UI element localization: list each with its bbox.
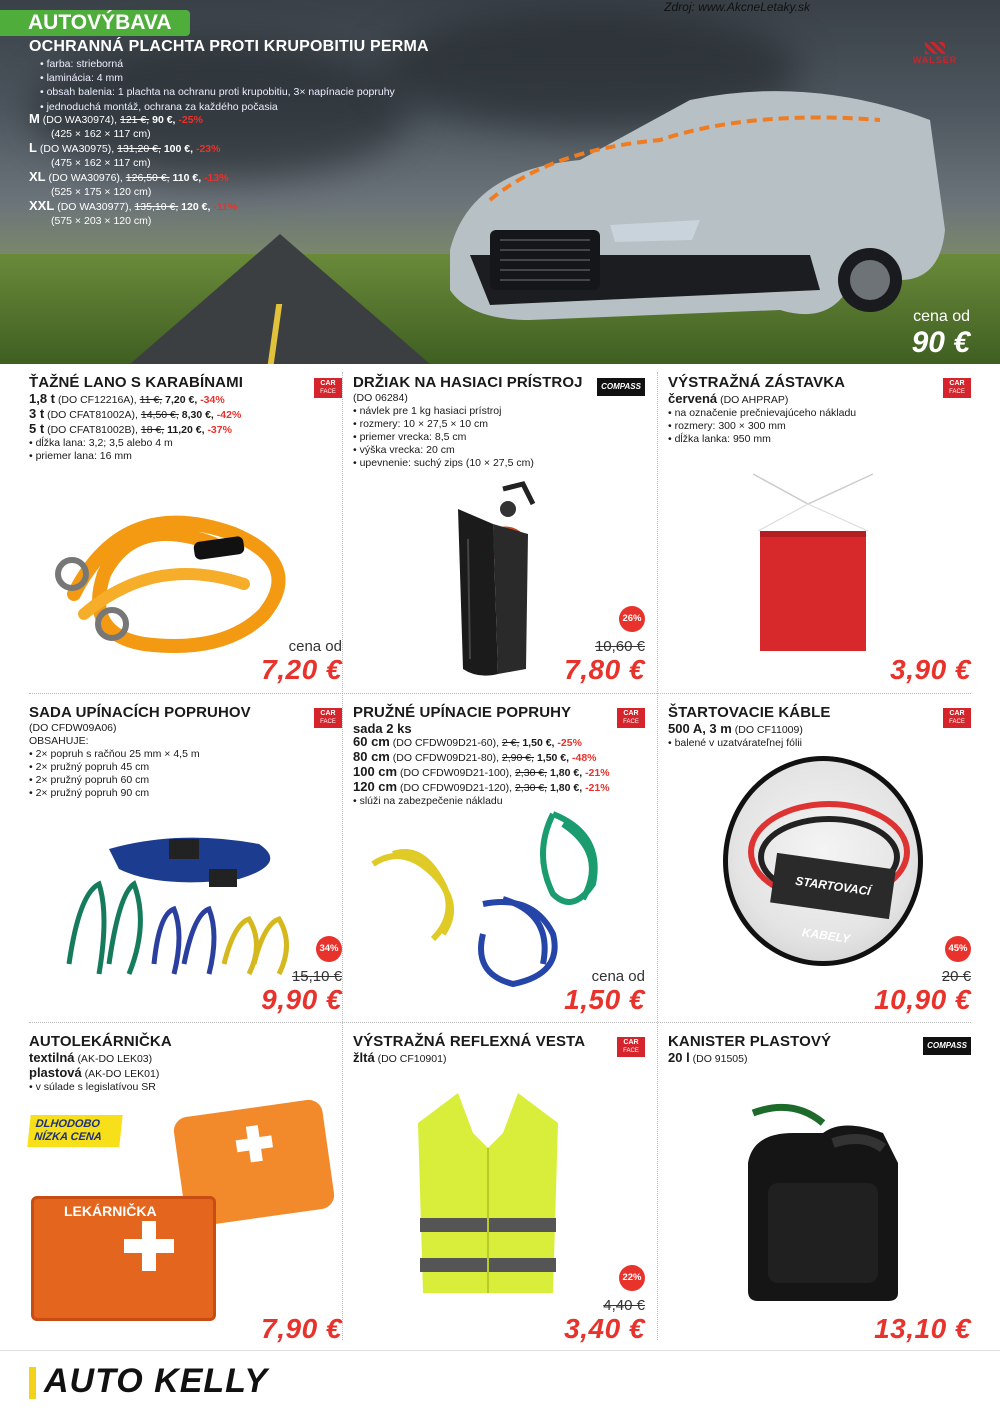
variant-row: [29, 1051, 159, 1066]
product-title: VÝSTRAŽNÁ ZÁSTAVKA: [668, 374, 846, 391]
old-price: 126,50 €,: [125, 172, 170, 184]
old-price: 10,60 €: [594, 638, 645, 655]
new-price: 11,20 €,: [167, 424, 205, 436]
product-details: [353, 392, 534, 470]
category-badge: AUTOVÝBAVA: [0, 10, 190, 36]
new-price: 110 €,: [172, 172, 202, 184]
color-label: červená: [668, 391, 718, 406]
size-row: [29, 170, 237, 185]
spec-item: • priemer lana: 16 mm: [29, 450, 241, 463]
extinguisher-holder-image: [448, 479, 543, 679]
product-code: (DO 06284): [353, 392, 408, 404]
spec-item: • rozmery: 10 × 27,5 × 10 cm: [353, 418, 534, 431]
compass-logo: COMPASS: [923, 1037, 971, 1055]
low-price-sticker: DLHODOBO NÍZKA CENA: [27, 1115, 122, 1147]
new-price: 7,20 €,: [165, 394, 198, 406]
new-price: 100 €,: [163, 143, 194, 155]
product-details: [29, 722, 200, 800]
product-title: KANISTER PLASTOVÝ: [668, 1033, 832, 1050]
spec-item: • na označenie prečnievajúceho nákladu: [668, 407, 856, 420]
new-price: 1,80 €,: [550, 767, 583, 779]
discount: -25%: [557, 737, 582, 749]
carface-logo: [617, 1037, 645, 1057]
footer-accent-bar: [29, 1367, 36, 1399]
product-card-warning-flag[interactable]: [668, 374, 971, 694]
spec-item: • v súlade s legislatívou SR: [29, 1081, 159, 1094]
brand-text: CAR: [949, 380, 965, 387]
product-details: [668, 722, 803, 750]
size-dimensions: (525 × 175 × 120 cm): [51, 186, 152, 198]
discount: -11%: [213, 201, 238, 213]
variant-size: 100 cm: [353, 764, 398, 779]
brand-text: CAR: [623, 710, 639, 717]
walser-mark-icon: [925, 42, 945, 54]
price: 7,20 €: [261, 654, 342, 685]
brand-text: CAR: [320, 710, 336, 717]
carface-logo: [943, 378, 971, 398]
warning-flag-image: [748, 469, 878, 669]
spec-list: [29, 748, 200, 800]
old-price: 14,50 €,: [140, 409, 179, 421]
product-title: VÝSTRAŽNÁ REFLEXNÁ VESTA: [353, 1033, 586, 1050]
discount: -48%: [572, 752, 597, 764]
new-price: 8,30 €,: [181, 409, 214, 421]
old-price: 11 €,: [139, 394, 163, 406]
product-card-jumper-cables[interactable]: [668, 704, 971, 1024]
product-title: AUTOLEKÁRNIČKA: [29, 1033, 172, 1050]
product-title: DRŽIAK NA HASIACI PRÍSTROJ: [353, 374, 583, 391]
old-price: 131,20 €,: [117, 143, 161, 155]
new-price: 1,50 €,: [522, 737, 555, 749]
price: 3,40 €: [564, 1313, 645, 1344]
variant-size: 3 t: [29, 406, 45, 421]
old-price: 2,90 €,: [501, 752, 535, 764]
product-subtitle: sada 2 ks: [353, 721, 412, 736]
product-details: [29, 1051, 159, 1094]
price: 1,50 €: [564, 984, 645, 1015]
price-label: cena od: [591, 968, 645, 985]
product-card-strap-set[interactable]: [29, 704, 342, 1024]
divider: [342, 372, 344, 1340]
size-label: XL: [29, 169, 46, 184]
variant-size: 120 cm: [353, 779, 398, 794]
price: 7,80 €: [564, 654, 645, 685]
size-code: (DO WA30977),: [57, 201, 132, 213]
auto-kelly-logo: AUTO KELLY: [44, 1362, 269, 1400]
spec-item: • slúži na zabezpečenie nákladu: [353, 795, 610, 808]
size-row: [29, 199, 237, 214]
carface-logo: [314, 708, 342, 728]
discount: -13%: [204, 172, 229, 184]
walser-logo: [900, 42, 970, 65]
color-row: [353, 1051, 446, 1066]
spec-item: • upevnenie: suchý zips (10 × 27,5 cm): [353, 457, 534, 470]
hero-spec-item: • obsah balenia: 1 plachta na ochranu proti krupobitiu, 3× napínacie popruhy: [40, 85, 395, 99]
variant-code: (DO CFDW09D21-80),: [392, 752, 499, 764]
product-title: PRUŽNÉ UPÍNACIE POPRUHY: [353, 704, 572, 721]
spec-item: • 2× pružný popruh 90 cm: [29, 787, 200, 800]
covered-car-image: [430, 80, 950, 330]
old-price: 20 €: [941, 968, 971, 985]
old-price: 18 €,: [140, 424, 165, 436]
product-title: SADA UPÍNACÍCH POPRUHOV: [29, 704, 251, 721]
variant-row: [29, 407, 241, 422]
variant-size: 1,8 t: [29, 391, 56, 406]
spec-item: • rozmery: 300 × 300 mm: [668, 420, 856, 433]
spec-item: • 2× pružný popruh 60 cm: [29, 774, 200, 787]
spec-value: 500 A, 3 m: [668, 721, 732, 736]
product-card-tow-rope[interactable]: [29, 374, 342, 694]
size-dimensions: (475 × 162 × 117 cm): [51, 157, 151, 169]
jumper-cables-bag-image: [723, 756, 923, 966]
variant-row: [353, 750, 610, 765]
discount: -34%: [200, 394, 225, 406]
cable-box-label: STARTOVACÍ KABELY: [770, 853, 896, 919]
spec-list: [353, 405, 534, 470]
price: 13,10 €: [874, 1313, 971, 1344]
spec-list: [668, 737, 803, 750]
variant-row: [29, 1066, 159, 1081]
product-code: (DO AHPRAP): [720, 394, 789, 406]
variant-size: 5 t: [29, 421, 45, 436]
spec-item: • balené v uzatvárateľnej fólii: [668, 737, 803, 750]
new-price: 90 €,: [152, 114, 176, 126]
brand-text: FACE: [949, 719, 965, 725]
spec-list: [29, 1081, 159, 1094]
new-price: 1,50 €,: [536, 752, 570, 764]
brand-name: WALSER: [912, 55, 958, 65]
size-dimensions: (425 × 162 × 117 cm): [51, 128, 151, 140]
color-row: [668, 392, 856, 407]
variant-code: (DO CFDW09D21-120),: [400, 782, 513, 794]
discount: -25%: [178, 114, 203, 126]
hero-specs-list: [40, 57, 395, 114]
variant-code: (DO CFDW09D21-60),: [392, 737, 499, 749]
cross-icon: [246, 1125, 263, 1162]
discount: -42%: [216, 409, 242, 421]
product-card-bungee-cords[interactable]: [353, 704, 645, 1024]
tow-rope-image: [44, 474, 314, 664]
size-row: [29, 112, 237, 127]
old-price: 121 €,: [120, 114, 150, 126]
price: 9,90 €: [261, 984, 342, 1015]
price: 7,90 €: [261, 1313, 342, 1344]
old-price: 2,30 €,: [514, 767, 548, 779]
spec-item: • priemer vrecka: 8,5 cm: [353, 431, 534, 444]
variant-type: plastová: [29, 1065, 82, 1080]
product-details: [353, 1051, 446, 1066]
discount: -21%: [585, 782, 610, 794]
brand-text: CAR: [320, 380, 336, 387]
discount-badge: 45%: [945, 936, 971, 962]
size-row: [29, 141, 237, 156]
old-price: 2 €,: [501, 737, 520, 749]
brand-text: FACE: [623, 1048, 639, 1054]
spec-list: [668, 407, 856, 446]
product-card-extinguisher-holder[interactable]: [353, 374, 645, 694]
hero-size-list: [29, 112, 237, 228]
discount-badge: 22%: [619, 1265, 645, 1291]
variant-code: (DO CF12216A),: [57, 394, 137, 406]
hero-spec-item: • laminácia: 4 mm: [40, 71, 395, 85]
product-card-plastic-canister[interactable]: [668, 1033, 971, 1353]
discount: -23%: [195, 143, 221, 155]
brand-text: CAR: [623, 1039, 639, 1046]
variant-code: (AK-DO LEK01): [84, 1068, 160, 1080]
product-title: ŠTARTOVACIE KÁBLE: [668, 704, 831, 721]
size-code: (DO WA30975),: [39, 143, 115, 155]
product-code: (DO CF11009): [734, 724, 803, 736]
price: 3,90 €: [890, 654, 971, 685]
plastic-kit-image: [31, 1196, 216, 1321]
compass-logo: COMPASS: [597, 378, 645, 396]
spec-item: • 2× pružný popruh 45 cm: [29, 761, 200, 774]
hero-price: 90 €: [911, 326, 970, 359]
spec-item: • výška vrecka: 20 cm: [353, 444, 534, 457]
product-card-safety-vest[interactable]: [353, 1033, 645, 1353]
product-card-first-aid-kit[interactable]: [29, 1033, 342, 1353]
variant-code: (DO CFAT81002B),: [47, 424, 138, 436]
product-details: [353, 722, 610, 808]
bungee-cords-image: [363, 804, 623, 994]
new-price: 120 €,: [181, 201, 211, 213]
variant-row: [353, 735, 610, 750]
size-code: (DO WA30976),: [48, 172, 123, 184]
discount-badge: 26%: [619, 606, 645, 632]
cross-icon: [142, 1221, 156, 1271]
old-price: 15,10 €: [291, 968, 342, 985]
spec-row: [668, 1051, 747, 1066]
variant-size: 80 cm: [353, 749, 390, 764]
discount-badge: 34%: [316, 936, 342, 962]
brand-text: CAR: [949, 710, 965, 717]
variant-row: [353, 780, 610, 795]
variant-size: 60 cm: [353, 734, 390, 749]
spec-item: • 2× popruh s račňou 25 mm × 4,5 m: [29, 748, 200, 761]
size-label: L: [29, 140, 37, 155]
contents-label: OBSAHUJE:: [29, 735, 89, 747]
size-dimensions: (575 × 203 × 120 cm): [51, 215, 152, 227]
product-details: [668, 392, 856, 446]
kit-label: LEKÁRNIČKA: [64, 1203, 157, 1219]
brand-text: FACE: [949, 389, 965, 395]
size-label: M: [29, 111, 40, 126]
carface-logo: [617, 708, 645, 728]
product-code: (DO 91505): [692, 1053, 748, 1065]
variant-code: (AK-DO LEK03): [77, 1053, 153, 1065]
variant-type: textilná: [29, 1050, 75, 1065]
product-code: (DO CF10901): [377, 1053, 447, 1065]
brand-text: FACE: [320, 389, 336, 395]
color-label: žltá: [353, 1050, 375, 1065]
price-label: cena od: [288, 638, 342, 655]
hero-spec-item: • farba: strieborná: [40, 57, 395, 71]
variant-row: [29, 392, 241, 407]
brand-text: FACE: [320, 719, 336, 725]
variant-code: (DO CFAT81002A),: [47, 409, 138, 421]
old-price: 135,10 €,: [134, 201, 179, 213]
spec-item: • dĺžka lanka: 950 mm: [668, 433, 856, 446]
variant-code: (DO CFDW09D21-100),: [400, 767, 513, 779]
hero-spec-item: • jednoduchá montáž, ochrana za každého počasia: [40, 100, 395, 114]
divider: [657, 372, 659, 1340]
road: [130, 234, 430, 364]
product-title: ŤAŽNÉ LANO S KARABÍNAMI: [29, 374, 243, 391]
brand-text: FACE: [623, 719, 639, 725]
variant-row: [29, 422, 241, 437]
safety-vest-image: [408, 1088, 568, 1298]
spec-item: • návlek pre 1 kg hasiaci prístroj: [353, 405, 534, 418]
product-details: [668, 1051, 747, 1066]
old-price: 2,30 €,: [514, 782, 548, 794]
discount: -21%: [585, 767, 610, 779]
hero-price-label: cena od: [913, 308, 970, 325]
price: 10,90 €: [874, 984, 971, 1015]
carface-logo: [943, 708, 971, 728]
plastic-canister-image: [733, 1103, 913, 1303]
spec-item: • dĺžka lana: 3,2; 3,5 alebo 4 m: [29, 437, 241, 450]
hero-product-title: OCHRANNÁ PLACHTA PROTI KRUPOBITIU PERMA: [29, 38, 429, 55]
product-code: (DO CFDW09A06): [29, 722, 117, 734]
spec-row: [668, 722, 803, 737]
variant-row: [353, 765, 610, 780]
source-note: Zdroj: www.AkcneLetaky.sk: [664, 0, 810, 14]
old-price: 4,40 €: [603, 1297, 645, 1314]
spec-value: 20 l: [668, 1050, 690, 1065]
new-price: 1,80 €,: [550, 782, 583, 794]
product-details: [29, 392, 241, 463]
footer-divider: [0, 1350, 1000, 1351]
carface-logo: [314, 378, 342, 398]
size-code: (DO WA30974),: [42, 114, 118, 126]
strap-set-image: [59, 824, 299, 994]
discount: -37%: [207, 424, 232, 436]
size-label: XXL: [29, 198, 55, 213]
spec-list: [29, 437, 241, 463]
